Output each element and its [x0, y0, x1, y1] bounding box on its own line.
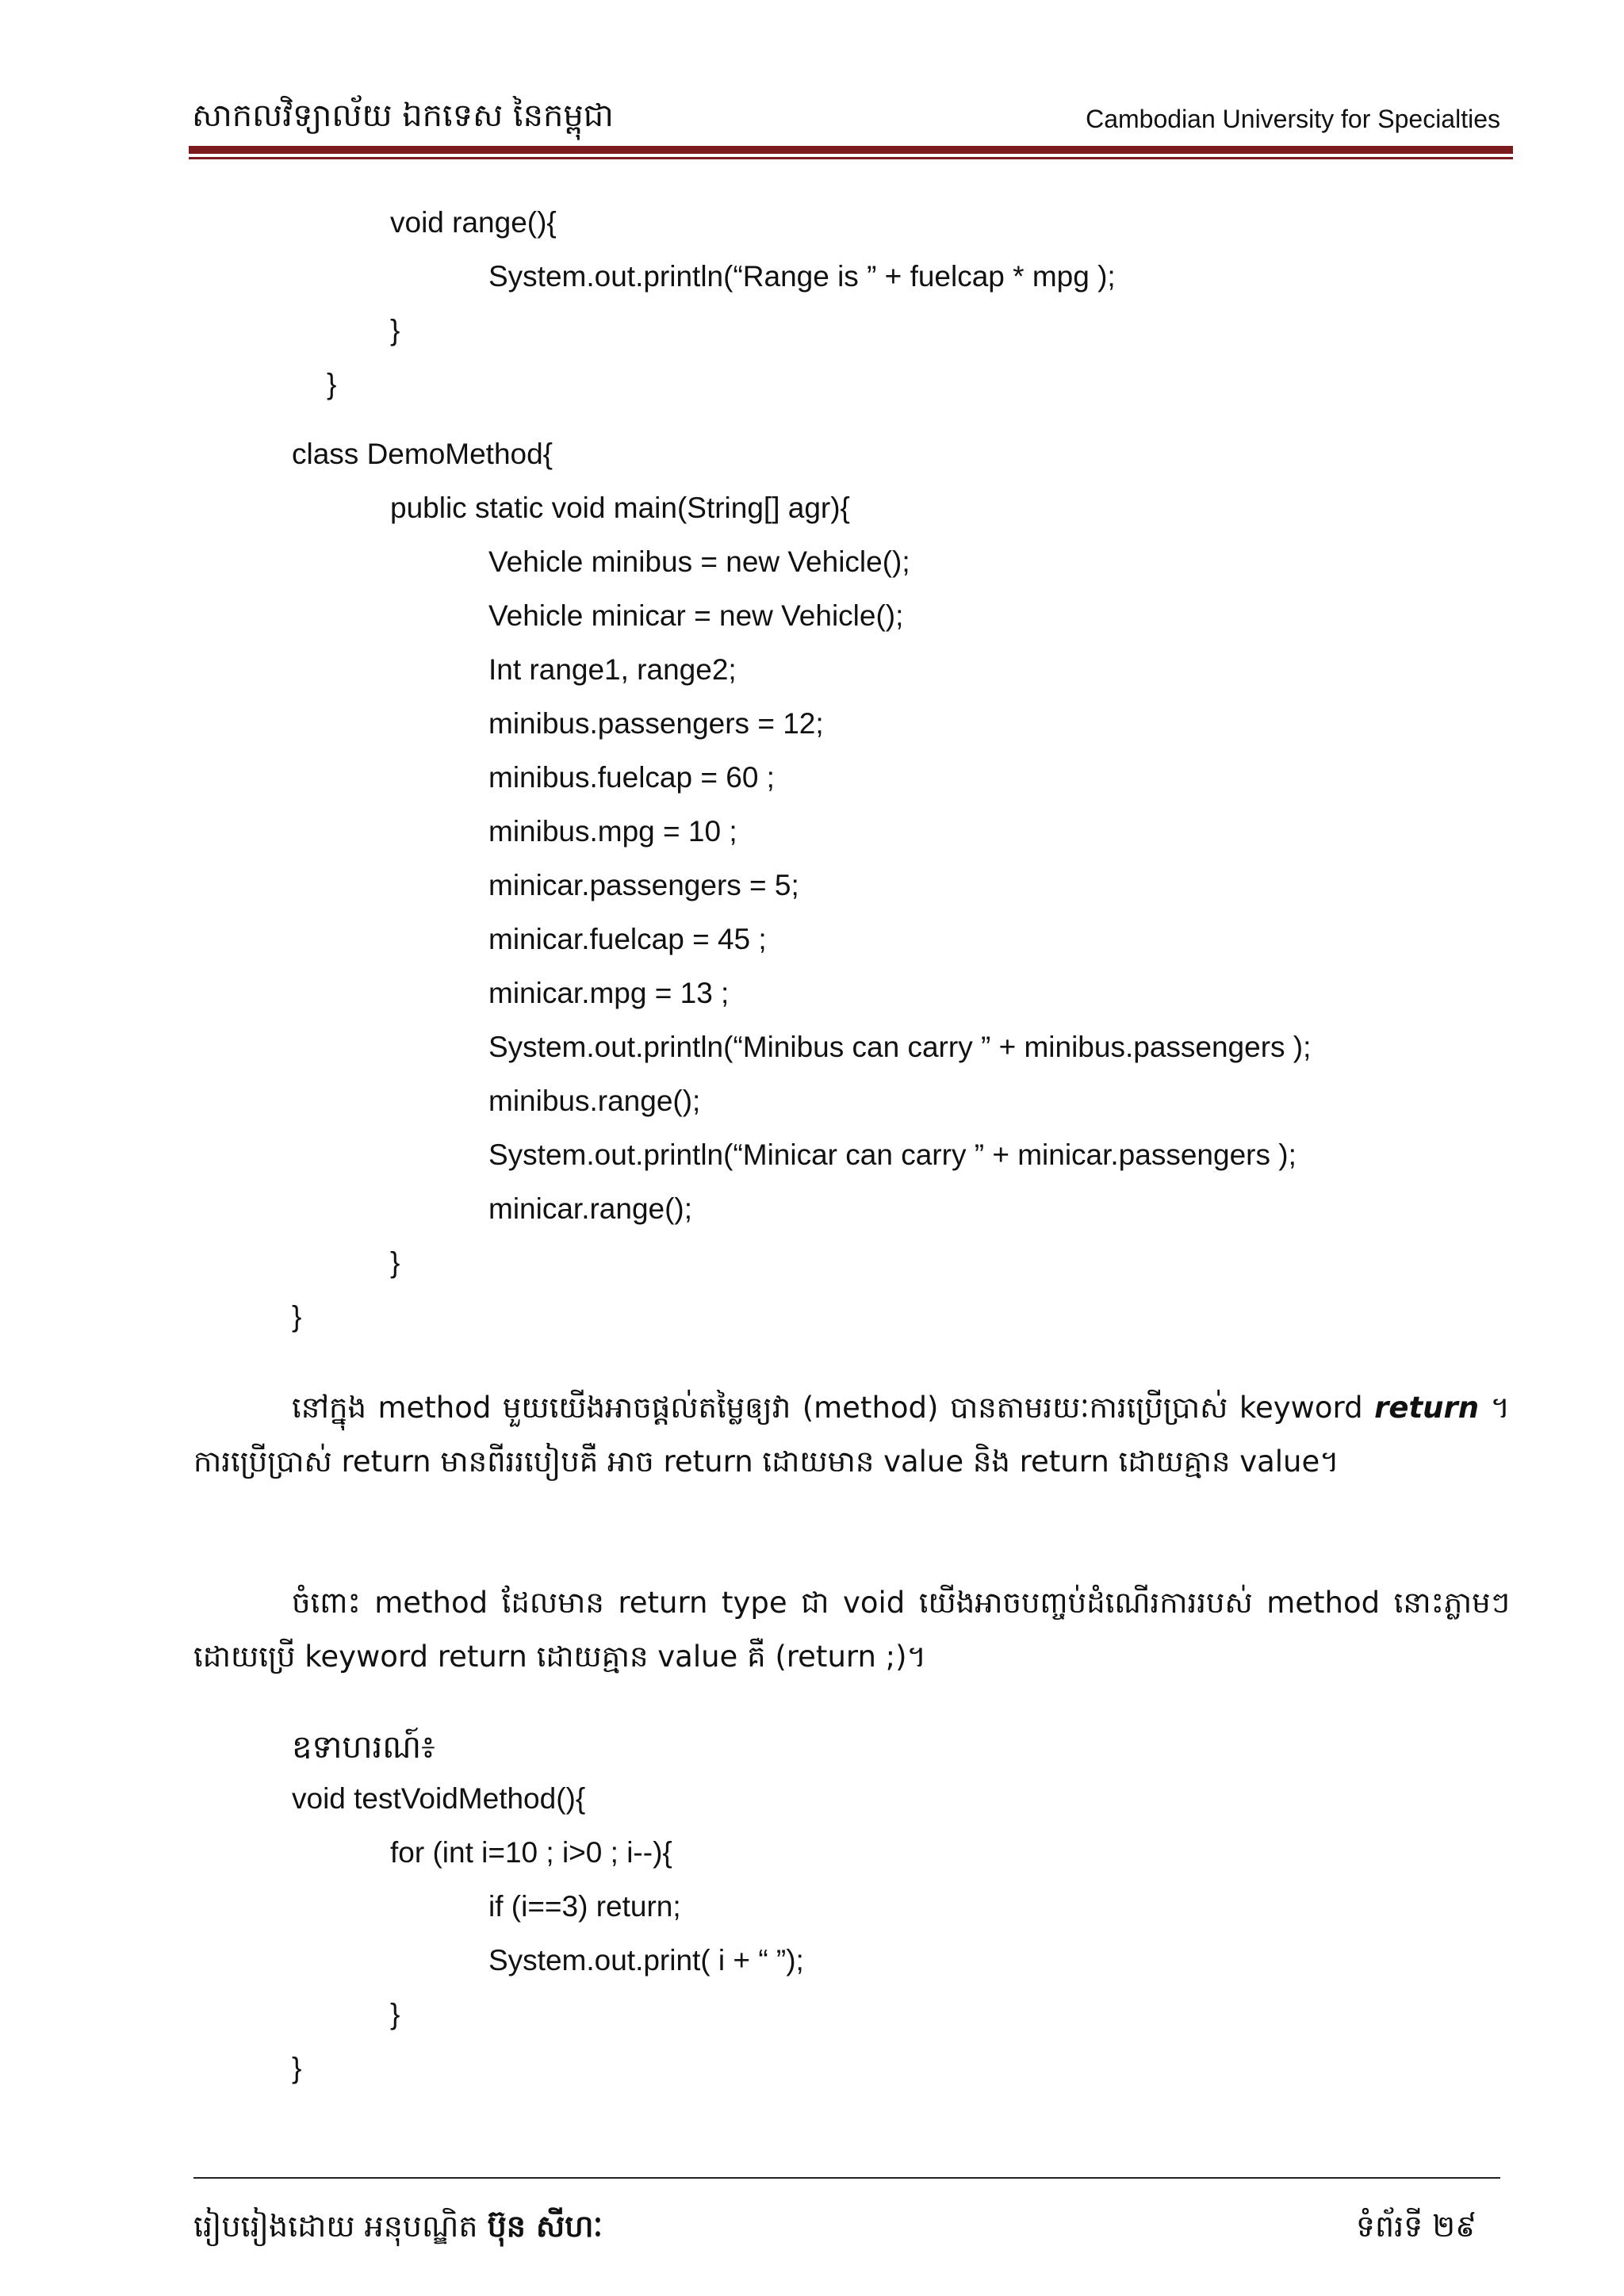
code-line: void testVoidMethod(){: [292, 1782, 586, 1815]
header-rule-thick: [189, 146, 1513, 154]
code-line: minicar.fuelcap = 45 ;: [488, 923, 767, 955]
footer-author: [193, 2207, 603, 2252]
code-line: minibus.mpg = 10 ;: [488, 815, 737, 848]
code-line: Int range1, range2;: [488, 653, 737, 686]
code-line: void range(){: [390, 206, 557, 239]
code-line: }: [327, 368, 337, 400]
paragraph-void-return: [193, 1576, 1510, 1684]
code-line: Vehicle minicar = new Vehicle();: [488, 599, 904, 632]
footer-author-prefix: រៀបរៀងដោយ អនុបណ្ឌិត: [193, 2209, 488, 2244]
code-line: }: [390, 314, 400, 346]
paragraph-text: ចំពោះ method ដែលមាន return type ជា void យើងអាចបញ្ចប់ដំណើរការរបស់ method នោះភ្លាមៗដោយប្រើ keyword return ដោយគ្មាន value គឺ (return ;)។: [193, 1586, 1510, 1674]
paragraph-text: ។ ការប្រើប្រាស់ return មានពីររបៀបគឺ អាច return ដោយមាន value និង return ដោយគ្មាន value។: [193, 1391, 1510, 1479]
footer-author-name: ប៊ុន សីហៈ: [487, 2208, 603, 2244]
example-label: ឧទាហរណ៍៖: [292, 1729, 435, 1766]
page-number: ទំព័រទី ២៩: [1355, 2209, 1477, 2244]
code-line: if (i==3) return;: [488, 1890, 681, 1923]
code-line: }: [390, 1246, 400, 1279]
paragraph-return-keyword: [193, 1381, 1510, 1489]
keyword-return: return: [1374, 1391, 1480, 1425]
code-line: System.out.println(“Range is ” + fuelcap * mpg );: [488, 260, 1116, 293]
code-line: minicar.passengers = 5;: [488, 869, 799, 901]
code-line: class DemoMethod{: [292, 438, 553, 470]
code-line: minibus.passengers = 12;: [488, 707, 824, 740]
code-line: minicar.mpg = 13 ;: [488, 977, 730, 1009]
code-line: }: [390, 1998, 400, 2030]
code-line: Vehicle minibus = new Vehicle();: [488, 545, 910, 578]
header-university-khmer: សាកលវិទ្យាល័យ ឯកទេស នៃកម្ពុជា: [192, 98, 614, 134]
code-line: for (int i=10 ; i>0 ; i--){: [390, 1836, 672, 1869]
code-line: minicar.range();: [488, 1192, 693, 1225]
footer-rule: [193, 2177, 1500, 2179]
header-rule-thin: [189, 157, 1513, 159]
code-line: System.out.println(“Minibus can carry ” + minibus.passengers );: [488, 1031, 1312, 1063]
header-university-english: Cambodian University for Specialties: [1086, 105, 1500, 133]
code-line: minibus.fuelcap = 60 ;: [488, 761, 775, 794]
code-line: }: [292, 2052, 302, 2084]
code-line: }: [292, 1300, 302, 1333]
code-line: minibus.range();: [488, 1085, 701, 1117]
code-line: System.out.print( i + “ ”);: [488, 1944, 804, 1976]
code-line: System.out.println(“Minicar can carry ” + minicar.passengers );: [488, 1138, 1297, 1171]
paragraph-text: នៅក្នុង method មួយយើងអាចផ្តល់តម្លៃឲ្យវា (method) បានតាមរយៈការប្រើប្រាស់ keyword: [292, 1391, 1375, 1425]
code-line: public static void main(String[] agr){: [390, 492, 850, 524]
